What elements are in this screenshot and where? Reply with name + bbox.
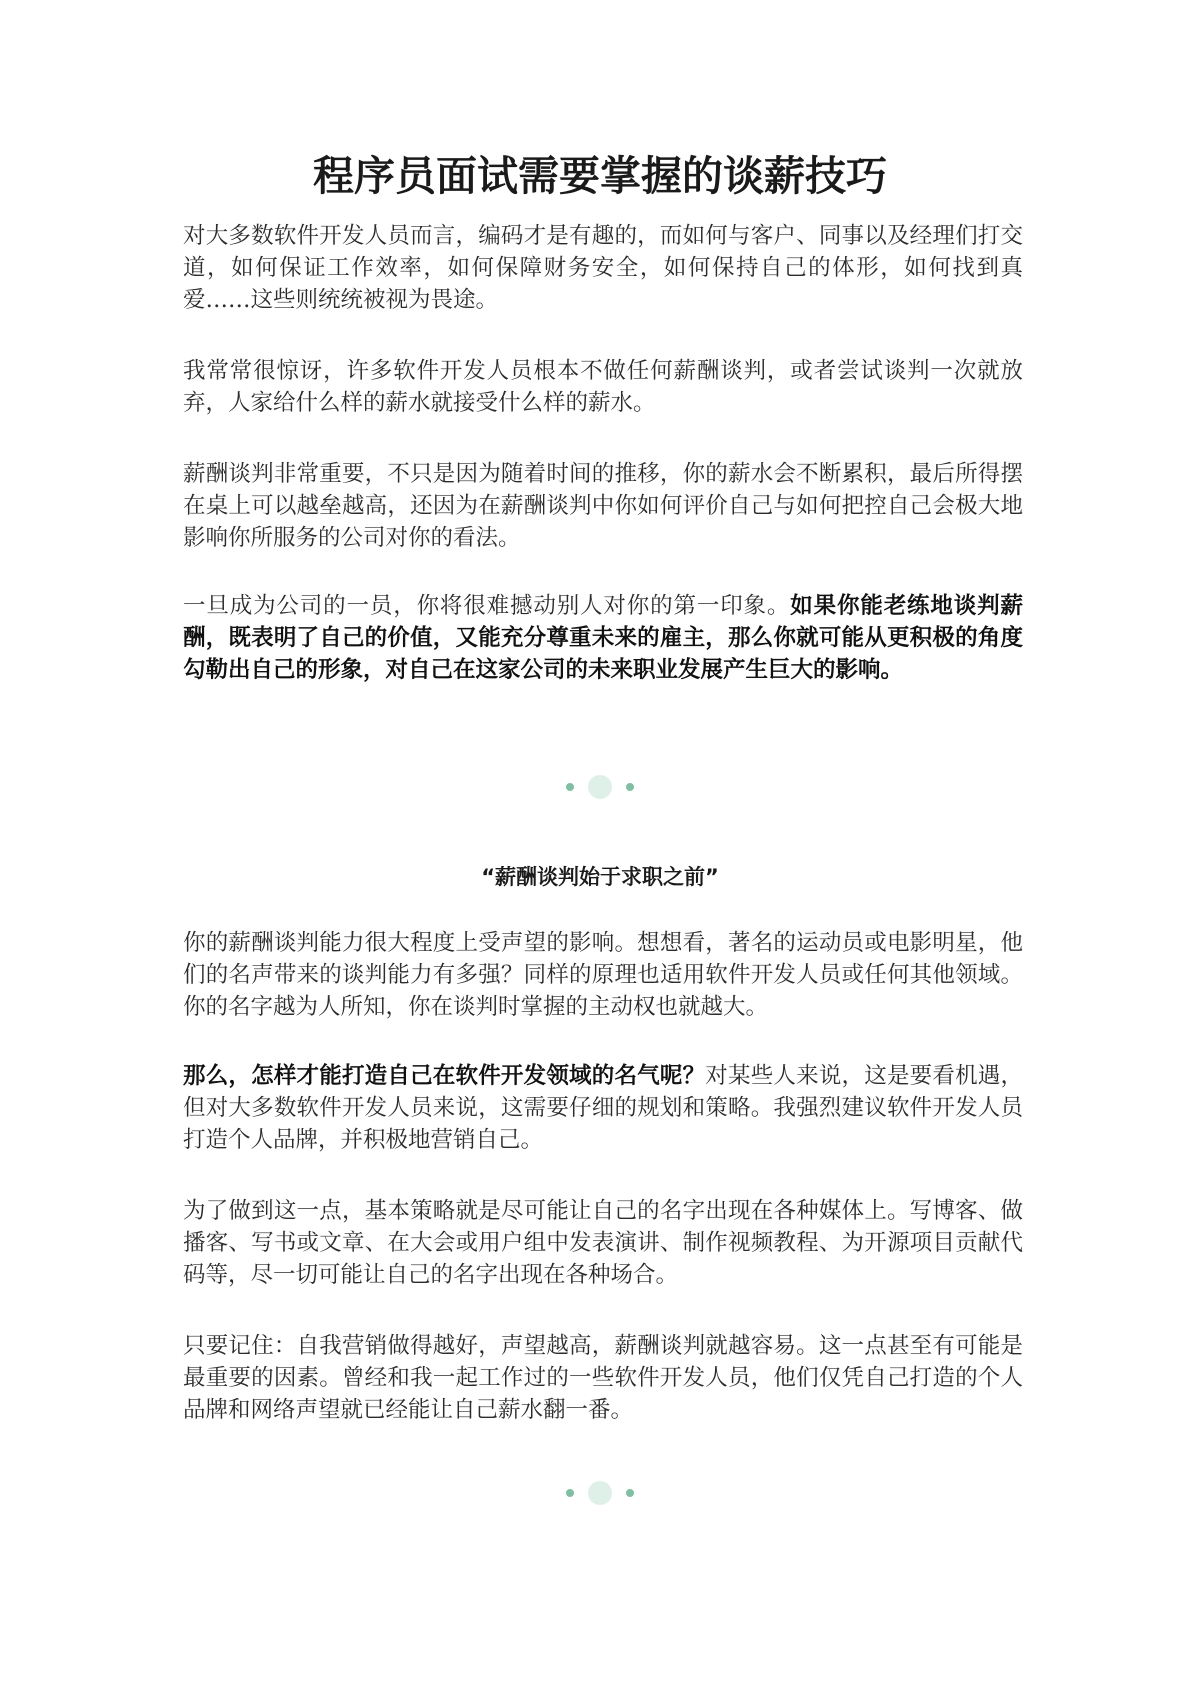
paragraph-7 (183, 1195, 1023, 1291)
paragraph-8-text: 只要记住：自我营销做得越好，声望越高，薪酬谈判就越容易。这一点甚至有可能是最重要的因素。曾经和我一起工作过的一些软件开发人员，他们仅凭自己打造的个人品牌和网络声望就已经能让自己薪水翻一番。 (183, 1333, 1023, 1423)
paragraph-2 (183, 355, 1023, 419)
paragraph-1-text: 对大多数软件开发人员而言，编码才是有趣的，而如何与客户、同事以及经理们打交道，如何保证工作效率，如何保障财务安全，如何保持自己的体形，如何找到真爱……这些则统统被视为畏途。 (183, 223, 1023, 313)
three-dots-divider-icon (560, 1478, 640, 1508)
paragraph-8 (183, 1330, 1023, 1426)
paragraph-1 (183, 220, 1023, 316)
paragraph-4-text: 一旦成为公司的一员，你将很难撼动别人对你的第一印象。 (183, 593, 791, 619)
paragraph-7-text: 为了做到这一点，基本策略就是尽可能让自己的名字出现在各种媒体上。写博客、做播客、写书或文章、在大会或用户组中发表演讲、制作视频教程、为开源项目贡献代码等，尽一切可能让自己的名字出现在各种场合。 (183, 1198, 1023, 1288)
paragraph-3 (183, 458, 1023, 554)
paragraph-6-text: 对某些人来说，这是要看机遇，但对大多数软件开发人员来说，这需要仔细的规划和策略。我强烈建议软件开发人员打造个人品牌，并积极地营销自己。 (183, 1063, 1023, 1153)
paragraph-6-bold: 那么，怎样才能打造自己在软件开发领域的名气呢？ (183, 1063, 706, 1089)
paragraph-3-text: 薪酬谈判非常重要，不只是因为随着时间的推移，你的薪水会不断累积，最后所得摆在桌上可以越垒越高，还因为在薪酬谈判中你如何评价自己与如何把控自己会极大地影响你所服务的公司对你的看法。 (183, 461, 1023, 551)
paragraph-5-text: 你的薪酬谈判能力很大程度上受声望的影响。想想看，著名的运动员或电影明星，他们的名声带来的谈判能力有多强？同样的原理也适用软件开发人员或任何其他领域。你的名字越为人所知，你在谈判时掌握的主动权也就越大。 (183, 930, 1023, 1020)
three-dots-divider-icon (560, 772, 640, 802)
section-heading: “薪酬谈判始于求职之前” (481, 865, 719, 889)
paragraph-5 (183, 927, 1023, 1023)
article-title: 程序员面试需要掌握的谈薪技巧 (313, 152, 887, 200)
paragraph-2-text: 我常常很惊讶，许多软件开发人员根本不做任何薪酬谈判，或者尝试谈判一次就放弃，人家给什么样的薪水就接受什么样的薪水。 (183, 358, 1023, 416)
paragraph-6 (183, 1060, 1023, 1156)
paragraph-4 (183, 590, 1023, 686)
paragraph-4-bold: 如果你能老练地谈判薪酬，既表明了自己的价值，又能充分尊重未来的雇主，那么你就可能从更积极的角度勾勒出自己的形象，对自己在这家公司的未来职业发展产生巨大的影响。 (183, 593, 1023, 683)
